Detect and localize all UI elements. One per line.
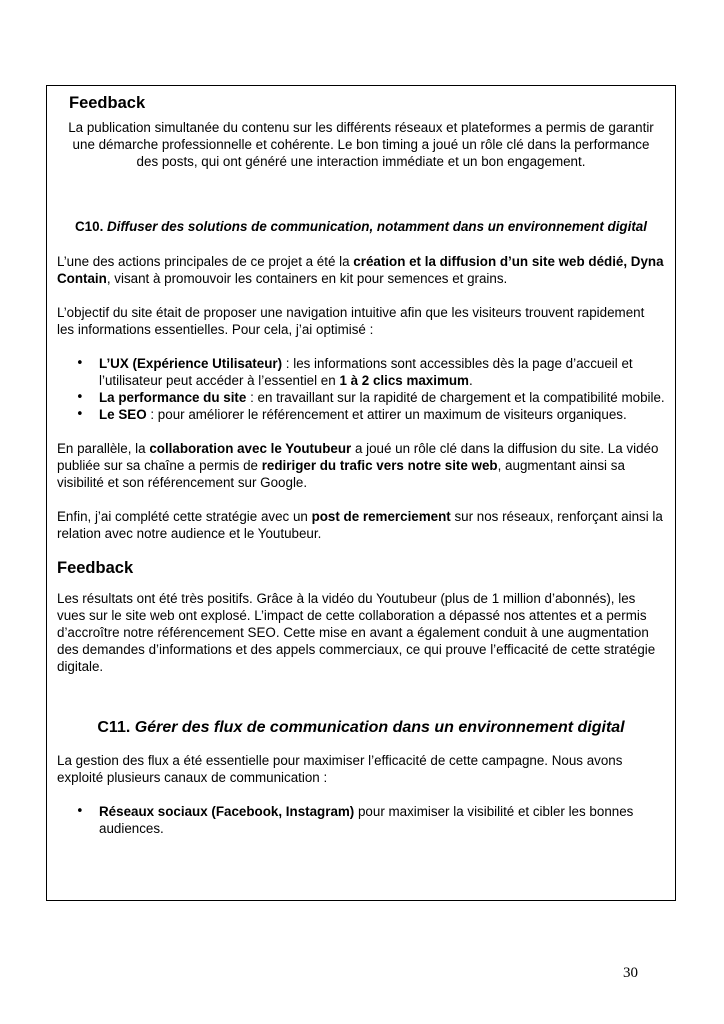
list-item — [99, 803, 665, 837]
bullet-bold: La performance du site — [99, 390, 247, 405]
feedback-text-2: Les résultats ont été très positifs. Grâce à la vidéo du Youtubeur (plus de 1 million d’abonnés), les vues sur le site web ont explosé. L’impact de cette collaboration a dépassé nos attentes et a permis d’accroître notre référencement SEO. Cette mise en avant a également conduit à une augmentation des demandes d’informations et des appels commerciaux, ce qui prouve l’efficacité de cette stratégie digitale. — [57, 591, 656, 674]
bullet-text: : en travaillant sur la rapidité de chargement et la compatibilité mobile. — [246, 390, 665, 405]
c10-p3-text-b: a joué un rôle clé dans la diffusion du site. La vidéo publiée sur sa chaîne a permis de — [57, 441, 659, 473]
content-frame — [46, 85, 676, 901]
section-c10-title — [57, 218, 665, 235]
c10-p1-text-a: L’une des actions principales de ce projet a été la — [57, 254, 354, 269]
bullet-bold: L’UX (Expérience Utilisateur) — [99, 356, 283, 371]
feedback-text-1: La publication simultanée du contenu sur les différents réseaux et plateformes a permis de garantir une démarche professionnelle et cohérente. Le bon timing a joué un rôle clé dans la performance des posts, qui ont généré une interaction immédiate et un bon engagement. — [68, 120, 654, 169]
c10-paragraph-1 — [57, 253, 665, 287]
c10-p4-text-b: sur nos réseaux, renforçant ainsi la relation avec notre audience et le Youtubeur. — [57, 509, 663, 541]
c10-p3-bold-1: collaboration avec le Youtubeur — [149, 441, 352, 456]
section-c10-code: C10. — [75, 219, 104, 234]
c10-bullet-list — [57, 355, 665, 423]
c10-paragraph-3 — [57, 440, 665, 491]
c10-p3-text-c: , augmentant ainsi sa visibilité et son référencement sur Google. — [57, 458, 625, 490]
c10-p3-text-a: En parallèle, la — [57, 441, 150, 456]
page-number: 30 — [623, 965, 638, 981]
c10-paragraph-2: L’objectif du site était de proposer une navigation intuitive afin que les visiteurs trouvent rapidement les informations essentielles. Pour cela, j’ai optimisé : — [57, 305, 645, 337]
c11-paragraph-1: La gestion des flux a été essentielle pour maximiser l’efficacité de cette campagne. Nous avons exploité plusieurs canaux de communication : — [57, 753, 623, 785]
c10-p4-text-a: Enfin, j’ai complété cette stratégie avec un — [57, 509, 312, 524]
bullet-text: : pour améliorer le référencement et attirer un maximum de visiteurs organiques. — [146, 407, 627, 422]
bullet-text: : les informations sont accessibles dès la page d’accueil et l’utilisateur peut accéder à l’essentiel en — [99, 356, 633, 388]
section-c11-title — [57, 718, 665, 738]
section-c10-title-text: Diffuser des solutions de communication, notamment dans un environnement digital — [107, 219, 647, 234]
c10-paragraph-4 — [57, 508, 665, 542]
bullet-bold: Le SEO — [99, 407, 147, 422]
list-item — [99, 355, 665, 389]
section-c11-code: C11. — [97, 719, 131, 736]
feedback-heading-2: Feedback — [57, 559, 134, 577]
list-item — [99, 406, 665, 423]
feedback-heading-1: Feedback — [69, 94, 146, 112]
c10-p1-text-b: , visant à promouvoir les containers en kit pour semences et grains. — [106, 271, 508, 286]
bullet-bold-2: 1 à 2 clics maximum — [339, 373, 469, 388]
c10-p4-bold: post de remerciement — [311, 509, 451, 524]
bullet-text-2: . — [468, 373, 473, 388]
list-item — [99, 389, 665, 406]
c10-p3-bold-2: rediriger du trafic vers notre site web — [261, 458, 498, 473]
section-c11-title-text: Gérer des flux de communication dans un environnement digital — [134, 719, 625, 736]
c11-bullet-list — [57, 803, 665, 837]
bullet-text: pour maximiser la visibilité et cibler les bonnes audiences. — [99, 804, 634, 836]
bullet-bold: Réseaux sociaux (Facebook, Instagram) — [99, 804, 355, 819]
c10-p1-bold: création et la diffusion d’un site web dédié, Dyna Contain — [57, 254, 664, 286]
